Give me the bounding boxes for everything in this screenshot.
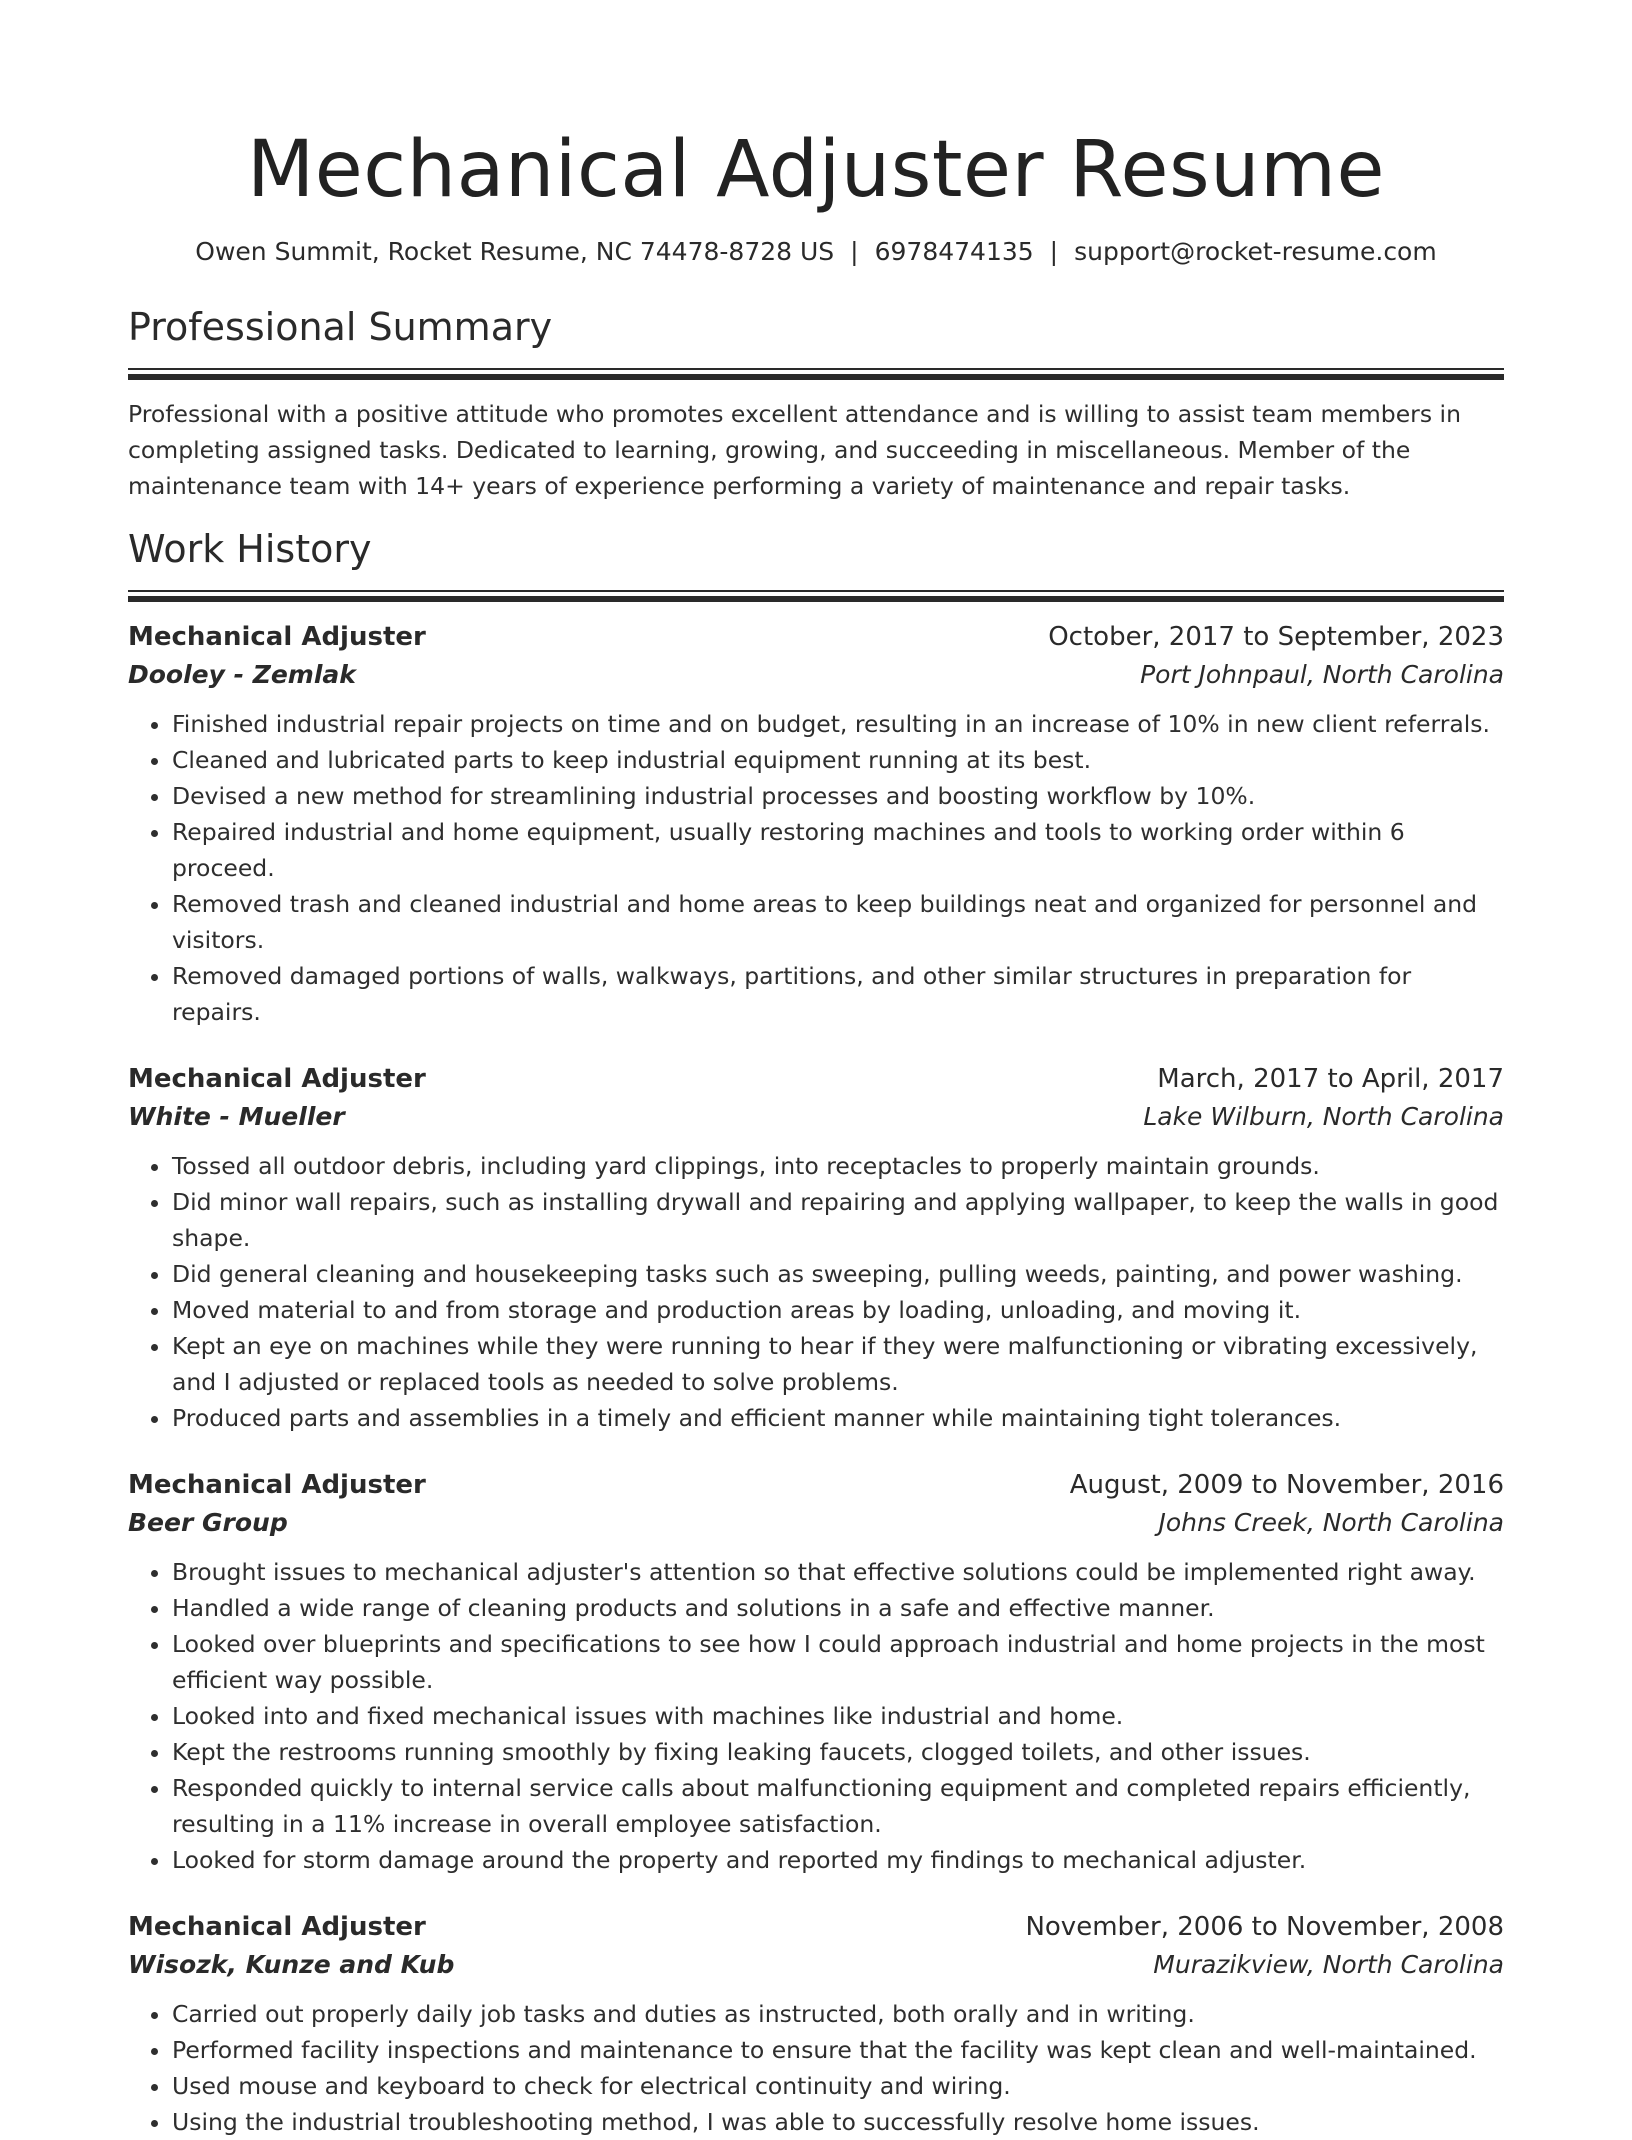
- contact-separator: |: [850, 237, 859, 266]
- job-dates: October, 2017 to September, 2023: [1048, 622, 1504, 652]
- job-company: Beer Group: [128, 1508, 288, 1537]
- job-bullet: • Brought issues to mechanical adjuster's attention so that effective solutions could be implemented right away.: [172, 1554, 1504, 1590]
- job-bullet: • Removed trash and cleaned industrial and home areas to keep buildings neat and organized for personnel and visitors.: [172, 886, 1504, 958]
- job-company: White - Mueller: [128, 1102, 345, 1131]
- job-bullet: • Using the industrial troubleshooting method, I was able to successfully resolve home issues.: [172, 2104, 1504, 2140]
- contact-email: support@rocket-resume.com: [1074, 237, 1437, 266]
- job-location: Murazikview, North Carolina: [1153, 1950, 1504, 1979]
- work-history-section: [128, 524, 1504, 2140]
- job-bullet: • Did minor wall repairs, such as installing drywall and repairing and applying wallpaper, to keep the walls in good shape.: [172, 1184, 1504, 1256]
- job-company: Dooley - Zemlak: [128, 660, 356, 689]
- job-dates: August, 2009 to November, 2016: [1069, 1470, 1504, 1500]
- job-bullet: • Used mouse and keyboard to check for electrical continuity and wiring.: [172, 2068, 1504, 2104]
- job-bullet: • Performed facility inspections and maintenance to ensure that the facility was kept clean and well-maintained.: [172, 2032, 1504, 2068]
- job-subheader-row: [128, 656, 1504, 694]
- job-bullet: • Finished industrial repair projects on time and on budget, resulting in an increase of 10% in new client referrals.: [172, 706, 1504, 742]
- job-bullet: • Looked into and fixed mechanical issues with machines like industrial and home.: [172, 1698, 1504, 1734]
- professional-summary-section: [128, 302, 1504, 504]
- job-location: Lake Wilburn, North Carolina: [1143, 1102, 1504, 1131]
- job-entry: [128, 1060, 1504, 1436]
- job-title: Mechanical Adjuster: [128, 1912, 426, 1942]
- job-title: Mechanical Adjuster: [128, 1470, 426, 1500]
- job-location: Johns Creek, North Carolina: [1158, 1508, 1504, 1537]
- job-bullet: • Produced parts and assemblies in a timely and efficient manner while maintaining tight tolerances.: [172, 1400, 1504, 1436]
- job-bullet: • Devised a new method for streamlining industrial processes and boosting workflow by 10%.: [172, 778, 1504, 814]
- job-bullet: • Removed damaged portions of walls, walkways, partitions, and other similar structures in preparation for repairs.: [172, 958, 1504, 1030]
- job-bullets: [128, 1554, 1504, 1878]
- summary-text: Professional with a positive attitude who promotes excellent attendance and is willing to assist team members in completing assigned tasks. Dedicated to learning, growing, and succeeding in miscellaneous. Member of the maintenance team with 14+ years of experience performing a variety of maintenance and repair tasks.: [128, 400, 1461, 500]
- job-entry: [128, 1466, 1504, 1878]
- job-bullet: • Tossed all outdoor debris, including yard clippings, into receptacles to properly maintain grounds.: [172, 1148, 1504, 1184]
- job-title: Mechanical Adjuster: [128, 1064, 426, 1094]
- job-bullet: • Handled a wide range of cleaning products and solutions in a safe and effective manner.: [172, 1590, 1504, 1626]
- job-title: Mechanical Adjuster: [128, 622, 426, 652]
- job-bullet: • Responded quickly to internal service calls about malfunctioning equipment and completed repairs efficiently, resulting in a 11% increase in overall employee satisfaction.: [172, 1770, 1504, 1842]
- job-dates: March, 2017 to April, 2017: [1157, 1064, 1504, 1094]
- job-bullet: • Kept an eye on machines while they were running to hear if they were malfunctioning or vibrating excessively, and I adjusted or replaced tools as needed to solve problems.: [172, 1328, 1504, 1400]
- contact-separator: |: [1049, 237, 1059, 266]
- job-location: Port Johnpaul, North Carolina: [1140, 660, 1504, 689]
- job-subheader-row: [128, 1098, 1504, 1136]
- resume-page: [128, 0, 1504, 2140]
- job-bullet: • Moved material to and from storage and production areas by loading, unloading, and moving it.: [172, 1292, 1504, 1328]
- job-header-row: [128, 1908, 1504, 1946]
- job-header-row: [128, 1060, 1504, 1098]
- job-entry: [128, 618, 1504, 1030]
- job-bullet: • Cleaned and lubricated parts to keep industrial equipment running at its best.: [172, 742, 1504, 778]
- job-company: Wisozk, Kunze and Kub: [128, 1950, 455, 1979]
- job-subheader-row: [128, 1504, 1504, 1542]
- job-dates: November, 2006 to November, 2008: [1025, 1912, 1504, 1942]
- job-bullet: • Kept the restrooms running smoothly by fixing leaking faucets, clogged toilets, and other issues.: [172, 1734, 1504, 1770]
- job-subheader-row: [128, 1946, 1504, 1984]
- contact-line: [128, 236, 1504, 268]
- section-heading-work-history: Work History: [128, 527, 372, 571]
- section-divider: [128, 368, 1504, 380]
- job-bullets: [128, 1996, 1504, 2140]
- contact-phone: 6978474135: [874, 237, 1034, 266]
- job-bullet: • Looked for storm damage around the property and reported my findings to mechanical adjuster.: [172, 1842, 1504, 1878]
- section-divider: [128, 590, 1504, 602]
- job-header-row: [128, 1466, 1504, 1504]
- page-title: Mechanical Adjuster Resume: [246, 125, 1386, 215]
- job-bullet: • Looked over blueprints and specifications to see how I could approach industrial and home projects in the most efficient way possible.: [172, 1626, 1504, 1698]
- contact-address: Owen Summit, Rocket Resume, NC 74478-8728 US: [195, 237, 835, 266]
- job-bullets: [128, 706, 1504, 1030]
- job-header-row: [128, 618, 1504, 656]
- job-bullet: • Carried out properly daily job tasks and duties as instructed, both orally and in writing.: [172, 1996, 1504, 2032]
- job-bullet: • Did general cleaning and housekeeping tasks such as sweeping, pulling weeds, painting, and power washing.: [172, 1256, 1504, 1292]
- job-entry: [128, 1908, 1504, 2140]
- job-bullet: • Repaired industrial and home equipment, usually restoring machines and tools to working order within 6 proceed.: [172, 814, 1504, 886]
- section-heading-summary: Professional Summary: [128, 305, 553, 349]
- job-bullets: [128, 1148, 1504, 1436]
